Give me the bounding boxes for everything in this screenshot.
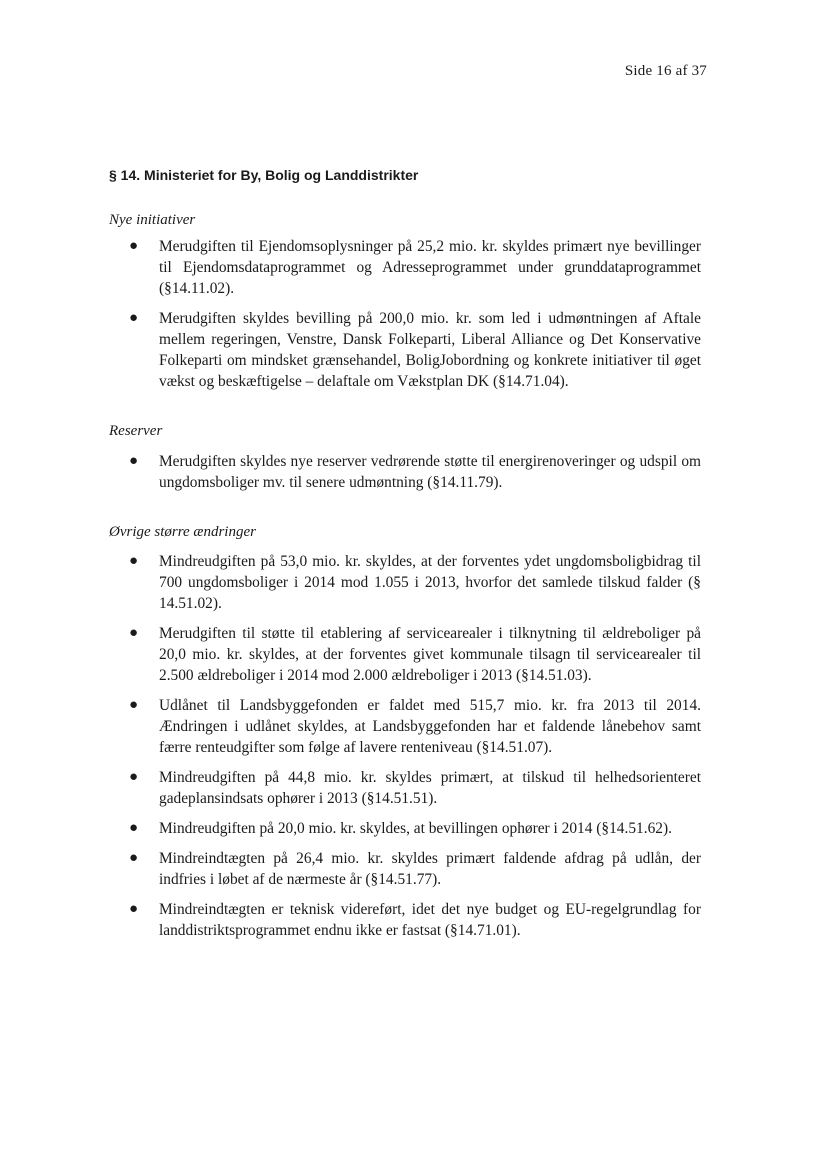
section-heading: § 14. Ministeriet for By, Bolig og Landdistrikter: [109, 167, 419, 183]
bullet-icon: ●: [129, 769, 139, 785]
list-item: [109, 848, 701, 890]
bullet-icon: ●: [129, 553, 139, 569]
bullet-list-nye-initiativer: [109, 236, 701, 401]
bullet-icon: ●: [129, 310, 139, 326]
list-item-text: Mindreindtægten på 26,4 mio. kr. skyldes primært faldende afdrag på udlån, der indfries i løbet af de nærmeste år (§14.51.77).: [159, 850, 701, 888]
list-item: [109, 551, 701, 614]
subsection-title-reserver: Reserver: [109, 423, 163, 439]
list-item-text: Mindreindtægten er teknisk videreført, idet det nye budget og EU-regelgrundlag for landdistriktsprogrammet endnu ikke er fastsat (§14.71.01).: [159, 901, 701, 939]
list-item: [109, 818, 701, 839]
page-number: Side 16 af 37: [624, 63, 707, 79]
bullet-icon: ●: [129, 901, 139, 917]
list-item-text: Mindreudgiften på 44,8 mio. kr. skyldes primært, at tilskud til helhedsorienteret gadeplansindsats ophører i 2013 (§14.51.51).: [159, 769, 701, 807]
list-item: [109, 236, 701, 299]
bullet-icon: ●: [129, 238, 139, 254]
bullet-icon: ●: [129, 697, 139, 713]
bullet-list-ovrige-storre-aendringer: [109, 551, 701, 950]
list-item: [109, 767, 701, 809]
list-item: [109, 695, 701, 758]
subsection-title-nye-initiativer: Nye initiativer: [109, 212, 196, 228]
bullet-icon: ●: [129, 820, 139, 836]
bullet-icon: ●: [129, 850, 139, 866]
list-item-text: Mindreudgiften på 53,0 mio. kr. skyldes, at der forventes ydet ungdomsboligbidrag til 700 ungdomsboliger i 2014 mod 1.055 i 2013, hvorfor det samlede tilskud falder (§ 14.51.02).: [159, 553, 701, 612]
bullet-list-reserver: [109, 451, 701, 502]
list-item: [109, 623, 701, 686]
subsection-title-ovrige-storre-aendringer: Øvrige større ændringer: [109, 524, 256, 540]
list-item-text: Mindreudgiften på 20,0 mio. kr. skyldes, at bevillingen ophører i 2014 (§14.51.62).: [159, 820, 672, 837]
list-item-text: Udlånet til Landsbyggefonden er faldet med 515,7 mio. kr. fra 2013 til 2014. Ændringen i udlånet skyldes, at Landsbyggefonden har et faldende lånebehov samt færre renteudgifter som følge af lavere renteniveau (§14.51.07).: [159, 697, 701, 756]
list-item-text: Merudgiften til Ejendomsoplysninger på 25,2 mio. kr. skyldes primært nye bevillinger til Ejendomsdataprogrammet og Adresseprogrammet under grunddataprogrammet (§14.11.02).: [159, 238, 701, 297]
bullet-icon: ●: [129, 453, 139, 469]
list-item-text: Merudgiften til støtte til etablering af servicearealer i tilknytning til ældreboliger på 20,0 mio. kr. skyldes, at der forventes givet kommunale tilsagn til servicearealer til 2.500 ældreboliger i 2014 mod 2.000 ældreboliger i 2013 (§14.51.03).: [159, 625, 701, 684]
list-item: [109, 451, 701, 493]
list-item: [109, 899, 701, 941]
bullet-icon: ●: [129, 625, 139, 641]
list-item-text: Merudgiften skyldes bevilling på 200,0 mio. kr. som led i udmøntningen af Aftale mellem regeringen, Venstre, Dansk Folkeparti, Liberal Alliance og Det Konservative Folkeparti om mindsket grænsehandel, BoligJobordning og konkrete initiativer til øget vækst og beskæftigelse – delaftale om Vækstplan DK (§14.71.04).: [159, 310, 701, 390]
list-item-text: Merudgiften skyldes nye reserver vedrørende støtte til energirenoveringer og udspil om ungdomsboliger mv. til senere udmøntning (§14.11.79).: [159, 453, 701, 491]
list-item: [109, 308, 701, 392]
